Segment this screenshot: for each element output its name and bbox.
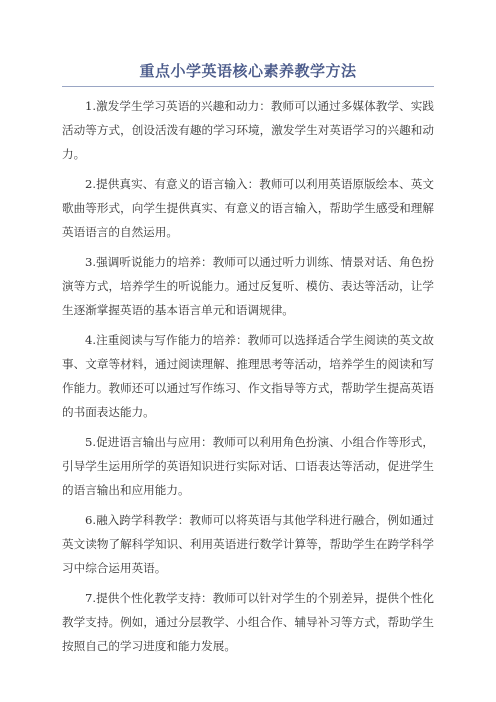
paragraph-1: 1.激发学生学习英语的兴趣和动力：教师可以通过多媒体教学、实践活动等方式，创设活泼有趣的学习环境，激发学生对英语学习的兴趣和动力。 [62,99,434,161]
paragraph-5: 5.促进语言输出与应用：教师可以利用角色扮演、小组合作等形式，引导学生运用所学的英语知识进行实际对话、口语表达等活动，促进学生的语言输出和应用能力。 [62,435,434,497]
title-divider [62,86,434,87]
document-title: 重点小学英语核心素养教学方法 [139,62,357,80]
document-body [62,94,434,664]
paragraph-2: 2.提供真实、有意义的语言输入：教师可以利用英语原版绘本、英文歌曲等形式，向学生提供真实、有意义的语言输入，帮助学生感受和理解英语语言的自然运用。 [62,177,434,239]
paragraph-4: 4.注重阅读与写作能力的培养：教师可以选择适合学生阅读的英文故事、文章等材料，通过阅读理解、推理思考等活动，培养学生的阅读和写作能力。教师还可以通过写作练习、作文指导等方式，帮助学生提高英语的书面表达能力。 [62,333,434,419]
paragraph-6: 6.融入跨学科教学：教师可以将英语与其他学科进行融合，例如通过英文读物了解科学知识、利用英语进行数学计算等，帮助学生在跨学科学习中综合运用英语。 [62,513,434,575]
paragraph-3: 3.强调听说能力的培养：教师可以通过听力训练、情景对话、角色扮演等方式，培养学生的听说能力。通过反复听、模仿、表达等活动，让学生逐渐掌握英语的基本语言单元和语调规律。 [62,255,434,317]
paragraph-7: 7.提供个性化教学支持：教师可以针对学生的个别差异，提供个性化教学支持。例如，通过分层教学、小组合作、辅导补习等方式，帮助学生按照自己的学习进度和能力发展。 [62,591,434,653]
